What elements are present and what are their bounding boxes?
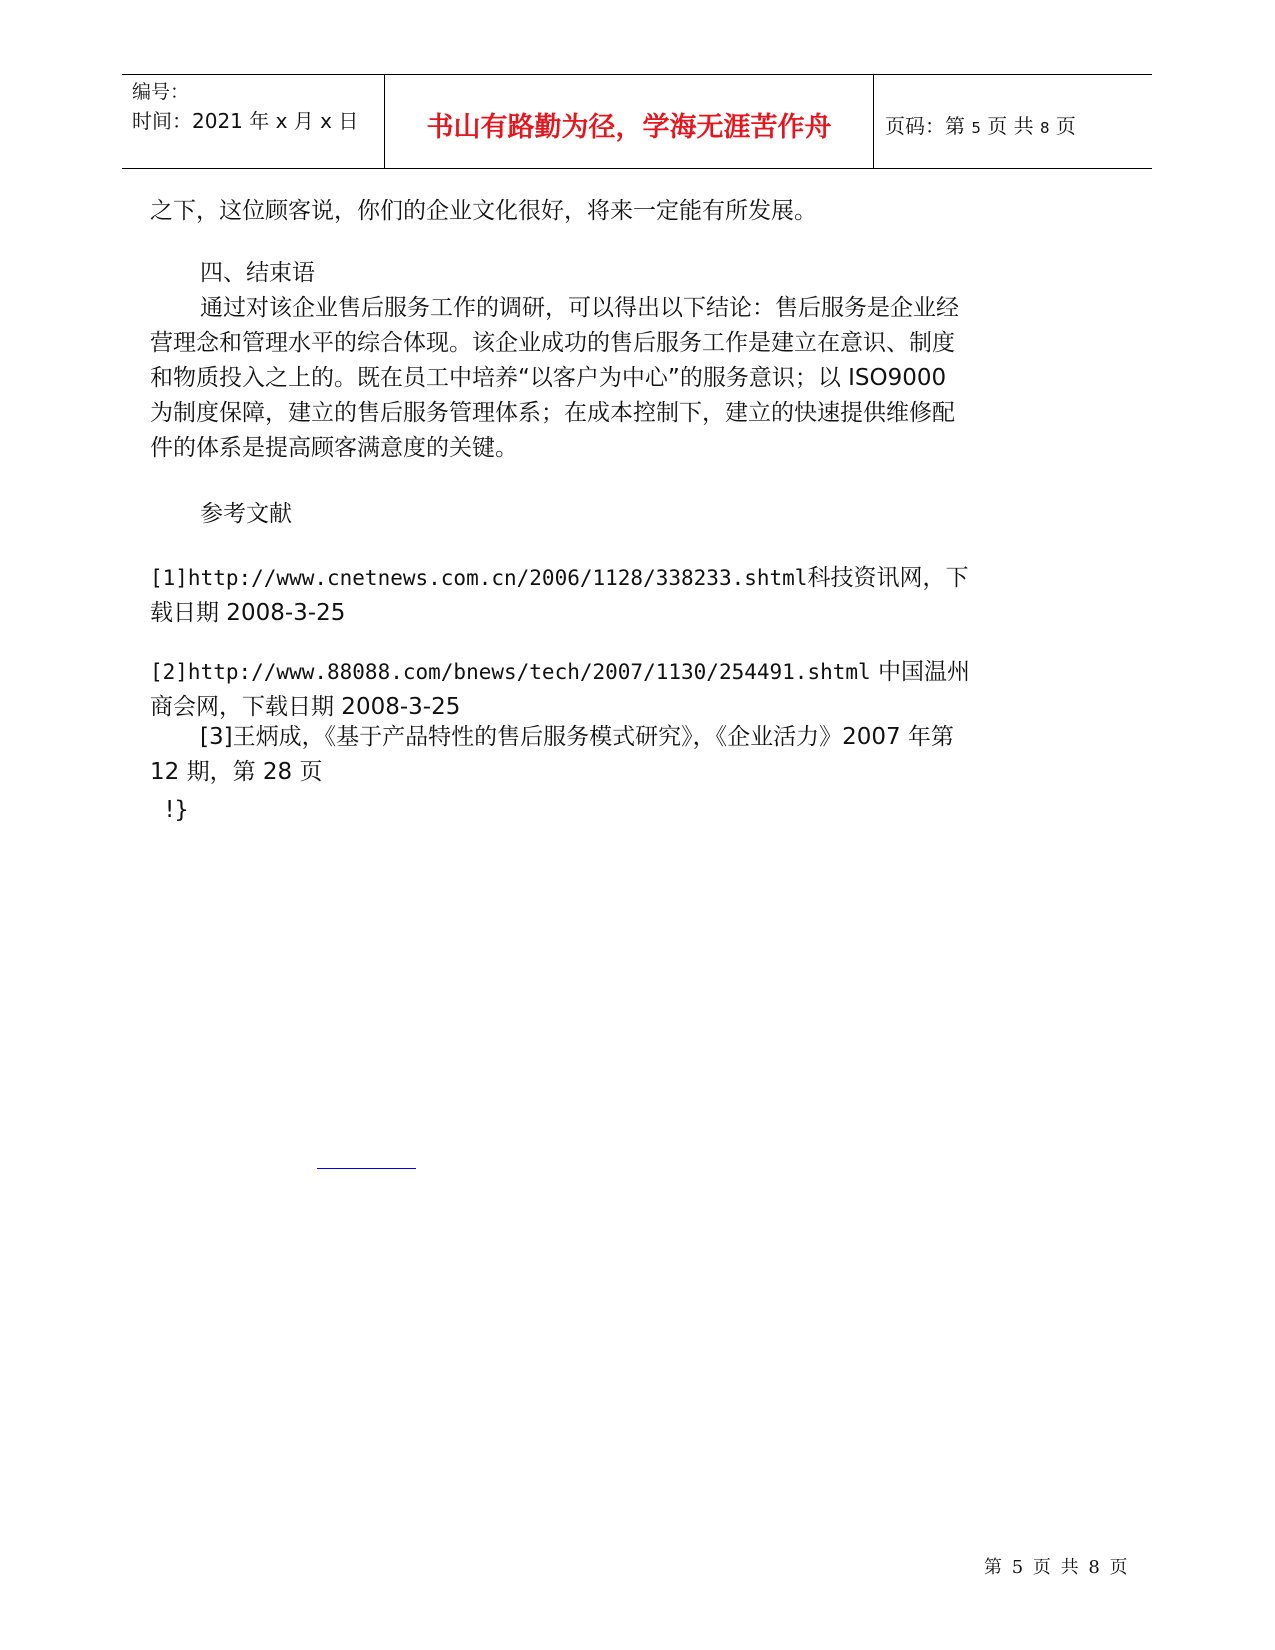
reference-2-text: 中国温州商会网，下载日期 2008-3-25 (150, 659, 970, 720)
header-page-indicator (885, 110, 1076, 139)
pager-mid: 页 共 (980, 114, 1040, 138)
reference-1 (150, 561, 970, 631)
reference-3: [3]王炳成，《基于产品特性的售后服务模式研究》，《企业活力》2007 年第 12 期，第 28 页 (150, 724, 954, 785)
hyperlink-underline[interactable] (317, 1168, 416, 1169)
pager-current: 5 (971, 119, 981, 137)
document-number-label: 编号： (132, 81, 190, 103)
header-pager-cell (873, 75, 1152, 168)
pager-prefix: 页码：第 (885, 114, 972, 138)
header-meta-cell (122, 75, 384, 168)
header-motto: 书山有路勤为径，学海无涯苦作舟 (426, 112, 832, 143)
pager-total: 8 (1039, 119, 1050, 137)
references-heading: 参考文献 (200, 501, 292, 527)
conclusion-paragraph: 通过对该企业售后服务工作的调研，可以得出以下结论：售后服务是企业经营理念和管理水平的综合体现。该企业成功的售后服务工作是建立在意识、制度和物质投入之上的。既在员工中培养“以客户为中心”的服务意识；以 ISO9000 为制度保障，建立的售后服务管理体系；在成本控制下，建立的快速提供维修配件的体系是提高顾客满意度的关键。 (150, 295, 959, 461)
continued-line: 之下，这位顾客说，你们的企业文化很好，将来一定能有所发展。 (150, 198, 817, 224)
document-time-label: 时间：2021 年 x 月 x 日 (132, 109, 359, 133)
pager-suffix: 页 (1049, 114, 1076, 138)
page-footer: 第 5 页 共 8 页 (984, 1557, 1130, 1578)
reference-1-url[interactable]: [1]http://www.cnetnews.com.cn/2006/1128/338233.shtml (150, 566, 808, 590)
reference-2 (150, 655, 970, 725)
reference-1-text: 科技资讯网，下载日期 2008-3-25 (150, 565, 969, 626)
section-heading: 四、结束语 (200, 260, 315, 286)
header-motto-cell (384, 75, 874, 168)
reference-2-url[interactable]: [2]http://www.88088.com/bnews/tech/2007/1130/254491.shtml (150, 660, 871, 684)
page-header (122, 74, 1152, 169)
stray-mark: !} (165, 797, 189, 823)
